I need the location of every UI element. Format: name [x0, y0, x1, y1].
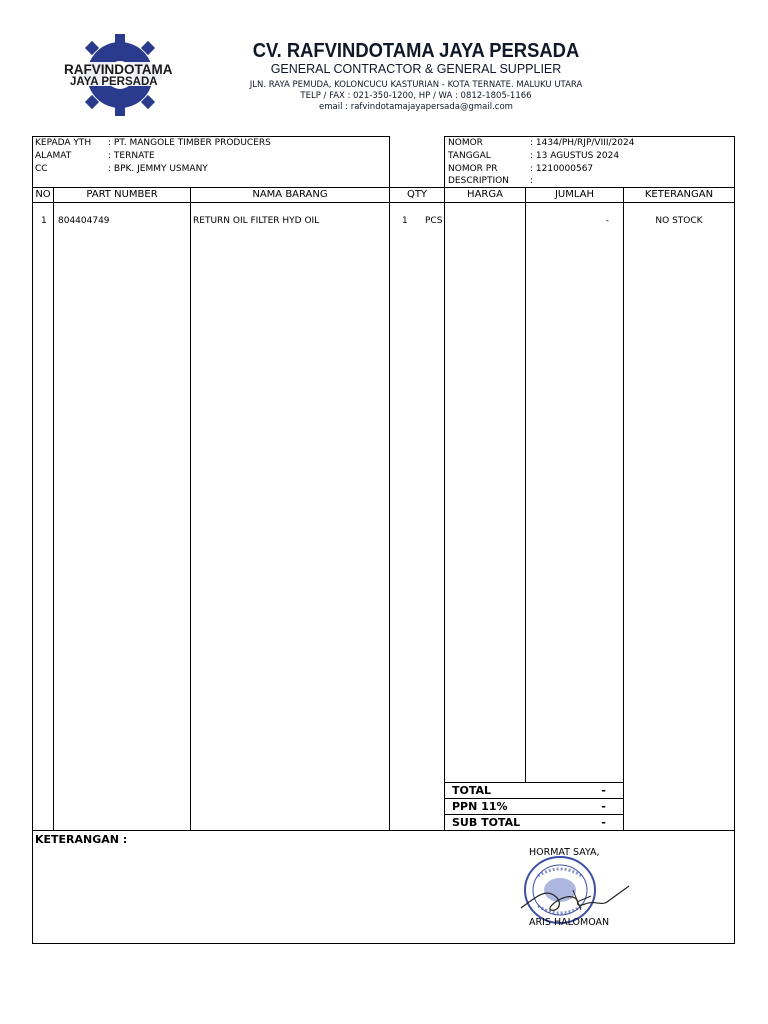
tanggal-value: : 13 AGUSTUS 2024: [530, 151, 620, 161]
nomor-pr-label: NOMOR PR: [448, 164, 498, 174]
company-name: CV. RAFVINDOTAMA JAYA PERSADA: [252, 40, 580, 62]
col-header-nama-barang: NAMA BARANG: [252, 189, 328, 200]
col-header-harga: HARGA: [467, 189, 503, 200]
logo-text-line2: JAYA PERSADA: [70, 76, 158, 88]
col-header-keterangan: KETERANGAN: [644, 189, 714, 200]
keterangan-label: KETERANGAN :: [35, 833, 128, 846]
ppn-label: PPN 11%: [452, 800, 508, 813]
nomor-value: : 1434/PH/RJP/VIII/2024: [530, 138, 635, 148]
row-no: 1: [41, 216, 47, 226]
ppn-value: -: [601, 800, 606, 813]
total-value: -: [601, 784, 606, 797]
col-header-qty: QTY: [406, 189, 428, 200]
tanggal-label: TANGGAL: [448, 151, 491, 161]
row-part-number: 804404749: [58, 216, 110, 226]
row-nama-barang: RETURN OIL FILTER HYD OIL: [193, 216, 320, 226]
cc-label: CC: [35, 164, 48, 174]
row-jumlah: -: [605, 216, 609, 226]
nomor-label: NOMOR: [448, 138, 483, 148]
alamat-label: ALAMAT: [35, 151, 72, 161]
subtotal-value: -: [601, 816, 606, 829]
kepada-label: KEPADA YTH: [35, 138, 92, 148]
col-header-part-number: PART NUMBER: [86, 189, 158, 200]
company-address: JLN. RAYA PEMUDA, KOLONCUCU KASTURIAN - KOTA TERNATE. MALUKU UTARA: [249, 80, 583, 90]
cc-value: : BPK. JEMMY USMANY: [108, 164, 208, 174]
total-label: TOTAL: [452, 784, 492, 797]
company-email: email : rafvindotamajayapersada@gmail.com: [319, 102, 513, 112]
row-qty: 1: [402, 216, 408, 226]
hormat-saya: HORMAT SAYA,: [529, 847, 600, 858]
row-keterangan: NO STOCK: [655, 216, 703, 226]
table-row: [33, 216, 734, 228]
kepada-value: : PT. MANGOLE TIMBER PRODUCERS: [108, 138, 271, 148]
nomor-pr-value: : 1210000567: [530, 164, 594, 174]
col-header-no: NO: [35, 189, 51, 200]
description-value: :: [530, 176, 534, 186]
company-tagline: GENERAL CONTRACTOR & GENERAL SUPPLIER: [270, 62, 562, 76]
alamat-value: : TERNATE: [108, 151, 155, 161]
logo-text-line1: RAFVINDOTAMA: [64, 62, 173, 77]
description-label: DESCRIPTION: [448, 176, 509, 186]
company-phone: TELP / FAX : 021-350-1200, HP / WA : 0812-1805-1166: [300, 91, 532, 101]
col-header-jumlah: JUMLAH: [554, 189, 595, 200]
row-unit: PCS: [425, 216, 443, 226]
subtotal-label: SUB TOTAL: [452, 816, 521, 829]
signer-name: ARIS HALOMOAN: [529, 917, 610, 928]
